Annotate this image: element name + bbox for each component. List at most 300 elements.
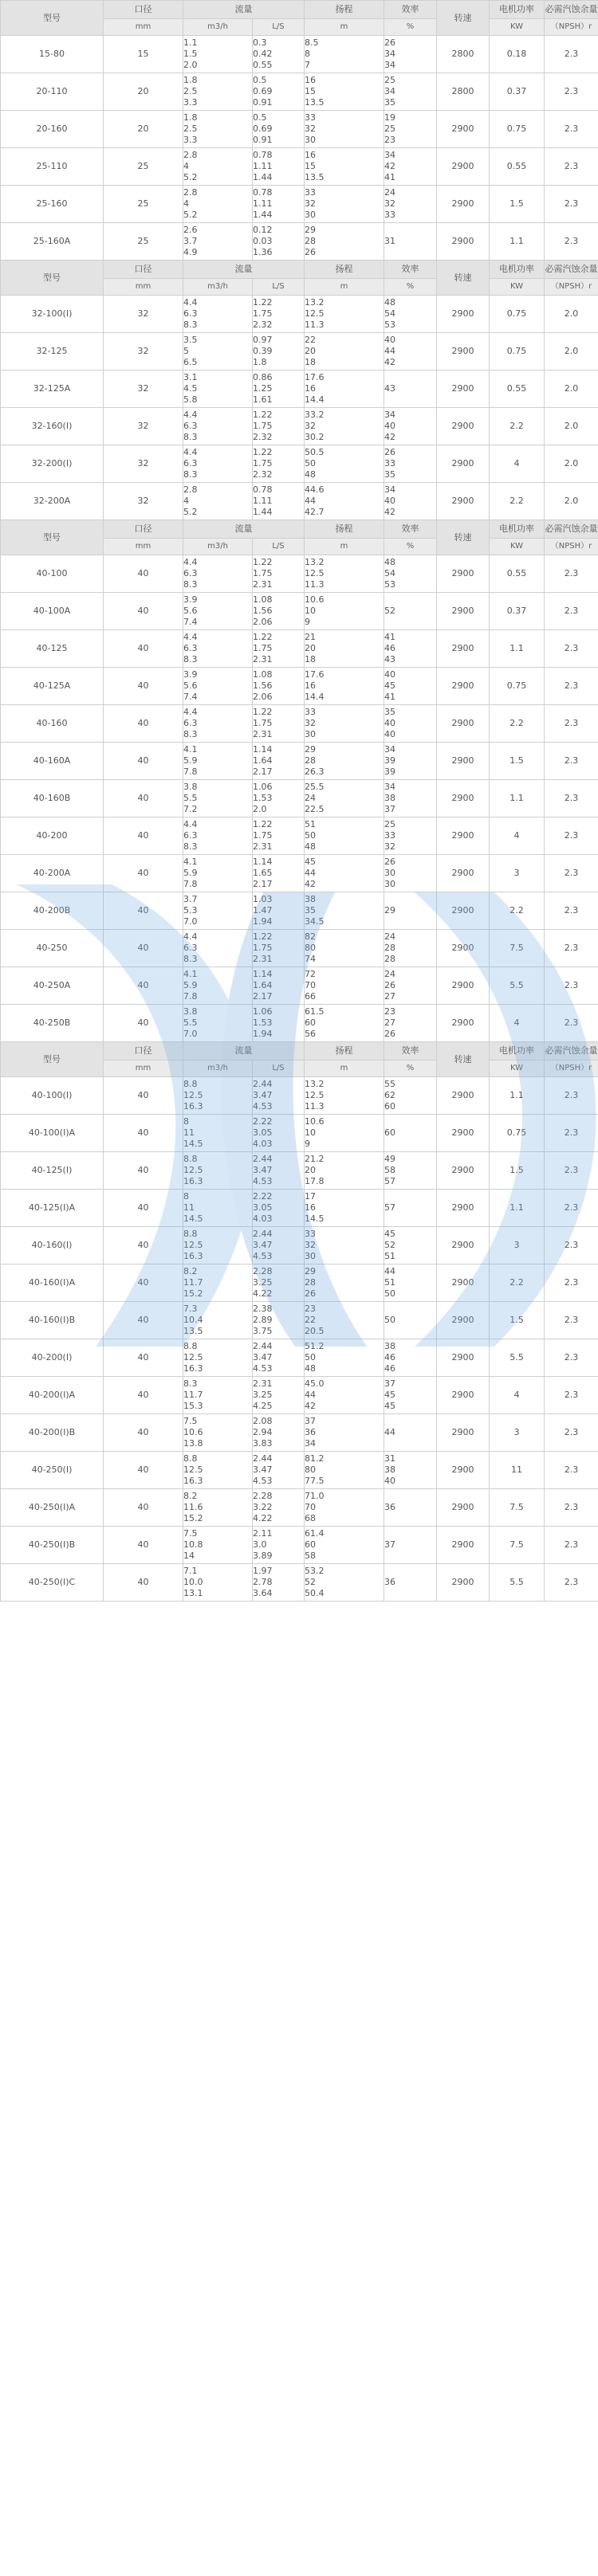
value-line: 14.4 [305, 692, 325, 702]
value-line: 16.3 [183, 1176, 203, 1186]
unit-flow-m3h: m3/h [183, 19, 253, 36]
value-line: 4.1 [183, 744, 198, 755]
value-line: 17 [305, 1191, 316, 1202]
diameter-cell: 40 [104, 705, 183, 743]
value-line: 8.3 [183, 841, 198, 852]
flow-ls-cell [253, 1190, 305, 1227]
value-line: 1.97 [253, 1566, 273, 1576]
efficiency-cell [384, 36, 437, 73]
header-speed: 转速 [437, 1, 490, 36]
value-line: 18 [305, 654, 316, 665]
value-line: 1.56 [253, 680, 273, 691]
flow-m3h-cell [183, 1115, 253, 1152]
npsh-cell: 2.0 [545, 371, 598, 408]
npsh-cell: 2.3 [545, 1527, 598, 1564]
value-line: 0.97 [253, 335, 273, 345]
npsh-cell: 2.3 [545, 1005, 598, 1042]
value-line: 53.2 [305, 1566, 325, 1576]
model-cell: 40-250(I)B [1, 1527, 104, 1564]
value-line: 53 [384, 320, 395, 330]
value-line: 1.64 [253, 980, 273, 990]
power-cell: 3 [490, 1414, 545, 1452]
speed-cell: 2900 [437, 296, 490, 333]
flow-ls-cell [253, 296, 305, 333]
value-line: 7.5 [183, 1528, 198, 1539]
diameter-cell: 40 [104, 1227, 183, 1264]
value-line: 1.11 [253, 198, 273, 209]
value-line: 68 [305, 1513, 316, 1523]
value-line: 3.05 [253, 1202, 273, 1213]
value-line: 49 [384, 1154, 395, 1164]
head-cell [305, 892, 384, 930]
npsh-cell: 2.0 [545, 408, 598, 445]
value-line: 1.1 [183, 37, 198, 48]
diameter-cell: 40 [104, 1005, 183, 1042]
value-line: 6.5 [183, 357, 198, 367]
model-cell: 40-250 [1, 930, 104, 967]
power-cell: 1.1 [490, 630, 545, 668]
value-line: 2.28 [253, 1491, 273, 1501]
power-cell: 1.1 [490, 223, 545, 261]
diameter-cell: 32 [104, 371, 183, 408]
speed-cell: 2900 [437, 1339, 490, 1377]
flow-ls-cell [253, 705, 305, 743]
diameter-cell: 40 [104, 1190, 183, 1227]
table-row [1, 73, 598, 111]
value-line: 2.11 [253, 1528, 273, 1539]
value-line: 30 [305, 1251, 316, 1261]
npsh-cell: 2.3 [545, 1564, 598, 1602]
value-line: 2.28 [253, 1266, 273, 1276]
value-line: 56 [305, 1029, 316, 1039]
value-line: 8.3 [183, 1378, 198, 1389]
value-line: 3.47 [253, 1464, 273, 1475]
value-line: 7.0 [183, 1029, 198, 1039]
table-row [1, 1489, 598, 1527]
value-line: 1.5 [183, 49, 198, 59]
efficiency-cell [384, 186, 437, 223]
value-line: 2.31 [253, 729, 273, 739]
model-cell: 40-160 [1, 705, 104, 743]
value-line: 4.4 [183, 447, 198, 457]
value-line: 2.44 [253, 1341, 273, 1351]
efficiency-cell [384, 1190, 437, 1227]
header-npsh: 必需汽蚀余量 [545, 520, 598, 539]
table-row [1, 593, 598, 630]
value-line: 0.39 [253, 346, 273, 356]
flow-ls-cell [253, 593, 305, 630]
value-line: 45 [384, 1390, 395, 1400]
diameter-cell: 25 [104, 186, 183, 223]
value-line: 55 [384, 1079, 395, 1089]
head-cell [305, 73, 384, 111]
efficiency-cell [384, 967, 437, 1005]
speed-cell: 2900 [437, 223, 490, 261]
power-cell: 7.5 [490, 1489, 545, 1527]
value-line: 51 [384, 1251, 395, 1261]
value-line: 2.38 [253, 1304, 273, 1314]
table-row [1, 186, 598, 223]
value-line: 24 [384, 931, 395, 942]
value-line: 6.3 [183, 568, 198, 578]
value-line: 26.3 [305, 767, 325, 777]
value-line: 33 [384, 210, 395, 220]
value-line: 3.7 [183, 894, 198, 904]
value-line: 2.8 [183, 187, 198, 198]
value-line: 3.22 [253, 1502, 273, 1512]
flow-ls-cell [253, 1264, 305, 1302]
speed-cell: 2900 [437, 408, 490, 445]
efficiency-cell [384, 1527, 437, 1564]
power-cell: 1.5 [490, 1302, 545, 1339]
unit-flow-m3h: m3/h [183, 1061, 253, 1077]
value-line: 2.31 [253, 1378, 273, 1389]
flow-ls-cell [253, 1005, 305, 1042]
speed-cell: 2800 [437, 73, 490, 111]
value-line: 8.5 [305, 37, 319, 48]
value-line: 0.55 [253, 60, 273, 70]
value-line: 45 [305, 857, 316, 867]
npsh-cell: 2.3 [545, 1302, 598, 1339]
value-line: 25 [384, 819, 395, 829]
value-line: 81.2 [305, 1453, 325, 1464]
value-line: 2.5 [183, 124, 198, 134]
value-line: 1.75 [253, 421, 273, 431]
speed-cell: 2900 [437, 148, 490, 186]
flow-ls-cell [253, 1302, 305, 1339]
value-line: 57 [384, 1202, 395, 1213]
flow-ls-cell [253, 630, 305, 668]
value-line: 0.42 [253, 49, 273, 59]
header-diameter: 口径 [104, 520, 183, 539]
flow-ls-cell [253, 930, 305, 967]
value-line: 9 [305, 617, 310, 627]
diameter-cell: 40 [104, 1115, 183, 1152]
value-line: 13.8 [183, 1438, 203, 1449]
value-line: 7.4 [183, 617, 198, 627]
value-line: 15 [305, 161, 316, 171]
value-line: 26 [384, 980, 395, 990]
value-line: 42 [384, 161, 395, 171]
head-cell [305, 1152, 384, 1190]
value-line: 24 [305, 793, 316, 803]
value-line: 2.06 [253, 692, 273, 702]
value-line: 7.8 [183, 991, 198, 1002]
flow-ls-cell [253, 73, 305, 111]
value-line: 1.56 [253, 606, 273, 616]
flow-m3h-cell [183, 1227, 253, 1264]
value-line: 24 [384, 969, 395, 979]
flow-m3h-cell [183, 743, 253, 780]
head-cell [305, 483, 384, 520]
efficiency-cell [384, 705, 437, 743]
flow-m3h-cell [183, 1302, 253, 1339]
value-line: 6.3 [183, 830, 198, 841]
model-cell: 40-200A [1, 855, 104, 892]
value-line: 32 [384, 198, 395, 209]
value-line: 28 [305, 1277, 316, 1288]
flow-m3h-cell [183, 36, 253, 73]
model-cell: 15-80 [1, 36, 104, 73]
value-line: 1.94 [253, 916, 273, 927]
head-cell [305, 930, 384, 967]
value-line: 8.3 [183, 954, 198, 964]
value-line: 45 [384, 1401, 395, 1411]
head-cell [305, 593, 384, 630]
value-line: 4.1 [183, 969, 198, 979]
value-line: 1.06 [253, 1006, 273, 1017]
efficiency-cell [384, 1302, 437, 1339]
efficiency-cell [384, 1339, 437, 1377]
value-line: 2.44 [253, 1229, 273, 1239]
diameter-cell: 40 [104, 1077, 183, 1115]
value-line: 3.47 [253, 1165, 273, 1175]
value-line: 10 [305, 606, 316, 616]
value-line: 30 [384, 868, 395, 878]
header-efficiency: 效率 [384, 1, 437, 19]
header-speed: 转速 [437, 520, 490, 555]
value-line: 41 [384, 632, 395, 642]
value-line: 29 [305, 1266, 316, 1276]
efficiency-cell [384, 668, 437, 705]
value-line: 14.5 [183, 1214, 203, 1224]
value-line: 7.4 [183, 692, 198, 702]
value-line: 10.6 [183, 1427, 203, 1437]
value-line: 5 [183, 346, 189, 356]
flow-m3h-cell [183, 892, 253, 930]
efficiency-cell [384, 1564, 437, 1602]
value-line: 2.31 [253, 841, 273, 852]
flow-ls-cell [253, 1152, 305, 1190]
value-line: 10.6 [305, 1116, 325, 1127]
value-line: 17.8 [305, 1176, 325, 1186]
npsh-cell: 2.3 [545, 668, 598, 705]
flow-m3h-cell [183, 111, 253, 148]
speed-cell: 2900 [437, 668, 490, 705]
value-line: 41 [384, 692, 395, 702]
header-head: 扬程 [305, 1, 384, 19]
header-model: 型号 [1, 1, 104, 36]
value-line: 3.5 [183, 335, 198, 345]
model-cell: 40-160A [1, 743, 104, 780]
power-cell: 0.75 [490, 333, 545, 371]
unit-flow-m3h: m3/h [183, 279, 253, 296]
diameter-cell: 32 [104, 483, 183, 520]
value-line: 4.22 [253, 1288, 273, 1299]
value-line: 20 [305, 346, 316, 356]
value-line: 35 [305, 905, 316, 916]
value-line: 46 [384, 1363, 395, 1374]
value-line: 2.31 [253, 579, 273, 590]
model-cell: 40-250B [1, 1005, 104, 1042]
value-line: 11.3 [305, 579, 325, 590]
diameter-cell: 40 [104, 1264, 183, 1302]
model-cell: 20-110 [1, 73, 104, 111]
value-line: 26 [305, 247, 316, 257]
diameter-cell: 40 [104, 855, 183, 892]
value-line: 2.17 [253, 991, 273, 1002]
power-cell: 0.75 [490, 296, 545, 333]
npsh-cell: 2.3 [545, 73, 598, 111]
unit-diameter: mm [104, 539, 183, 555]
unit-flow-ls: L/S [253, 539, 305, 555]
value-line: 4.53 [253, 1101, 273, 1112]
value-line: 5.3 [183, 905, 198, 916]
value-line: 1.75 [253, 830, 273, 841]
npsh-cell: 2.3 [545, 148, 598, 186]
value-line: 8 [183, 1191, 189, 1202]
value-line: 7.2 [183, 804, 198, 814]
value-line: 2.0 [253, 804, 267, 814]
diameter-cell: 40 [104, 930, 183, 967]
value-line: 60 [305, 1539, 316, 1550]
head-cell [305, 1264, 384, 1302]
value-line: 1.14 [253, 969, 273, 979]
model-cell: 40-200(I) [1, 1339, 104, 1377]
value-line: 52 [305, 1577, 316, 1587]
model-cell: 40-200(I)B [1, 1414, 104, 1452]
head-cell [305, 1227, 384, 1264]
header-diameter: 口径 [104, 1042, 183, 1061]
value-line: 13.1 [183, 1588, 203, 1598]
table-row [1, 296, 598, 333]
flow-m3h-cell [183, 1264, 253, 1302]
value-line: 34 [384, 782, 395, 792]
value-line: 45.0 [305, 1378, 325, 1389]
efficiency-cell [384, 1227, 437, 1264]
value-line: 17.6 [305, 372, 325, 382]
diameter-cell: 40 [104, 892, 183, 930]
power-cell: 0.75 [490, 1115, 545, 1152]
value-line: 11 [183, 1127, 195, 1138]
power-cell: 7.5 [490, 930, 545, 967]
flow-ls-cell [253, 111, 305, 148]
value-line: 4.4 [183, 557, 198, 567]
value-line: 37 [384, 804, 395, 814]
npsh-cell: 2.3 [545, 930, 598, 967]
value-line: 32 [305, 124, 316, 134]
head-cell [305, 1414, 384, 1452]
value-line: 17.6 [305, 669, 325, 680]
speed-cell: 2900 [437, 1115, 490, 1152]
head-cell [305, 333, 384, 371]
value-line: 74 [305, 954, 316, 964]
header-efficiency: 效率 [384, 1042, 437, 1061]
power-cell: 2.2 [490, 1264, 545, 1302]
efficiency-cell [384, 1377, 437, 1414]
value-line: 48 [305, 469, 316, 480]
flow-m3h-cell [183, 408, 253, 445]
value-line: 5.6 [183, 606, 198, 616]
value-line: 14.5 [305, 1214, 325, 1224]
npsh-cell: 2.3 [545, 1227, 598, 1264]
value-line: 2.31 [253, 954, 273, 964]
unit-flow-ls: L/S [253, 19, 305, 36]
model-cell: 32-200(I) [1, 445, 104, 483]
value-line: 32 [384, 841, 395, 852]
efficiency-cell [384, 1005, 437, 1042]
npsh-cell: 2.0 [545, 333, 598, 371]
value-line: 14.5 [183, 1139, 203, 1149]
value-line: 33 [305, 707, 316, 717]
efficiency-cell [384, 296, 437, 333]
table-row [1, 333, 598, 371]
diameter-cell: 40 [104, 630, 183, 668]
diameter-cell: 20 [104, 111, 183, 148]
value-line: 20.5 [305, 1326, 325, 1336]
flow-m3h-cell [183, 967, 253, 1005]
value-line: 3.1 [183, 372, 198, 382]
head-cell [305, 1527, 384, 1564]
head-cell [305, 1077, 384, 1115]
value-line: 1.22 [253, 447, 273, 457]
value-line: 0.03 [253, 236, 273, 246]
value-line: 42 [305, 1401, 316, 1411]
value-line: 48 [384, 297, 395, 308]
unit-power: KW [490, 279, 545, 296]
model-cell: 40-125(I)A [1, 1190, 104, 1227]
flow-m3h-cell [183, 668, 253, 705]
flow-ls-cell [253, 780, 305, 817]
efficiency-cell [384, 1264, 437, 1302]
header-model: 型号 [1, 1042, 104, 1077]
value-line: 36 [305, 1427, 316, 1437]
power-cell: 1.5 [490, 186, 545, 223]
table-row [1, 111, 598, 148]
efficiency-cell [384, 1489, 437, 1527]
speed-cell: 2900 [437, 1152, 490, 1190]
power-cell: 4 [490, 445, 545, 483]
value-line: 6.3 [183, 643, 198, 653]
value-line: 1.14 [253, 744, 273, 755]
value-line: 52 [384, 1240, 395, 1250]
table-row [1, 371, 598, 408]
value-line: 23 [305, 1304, 316, 1314]
value-line: 0.78 [253, 484, 273, 495]
table-row [1, 1227, 598, 1264]
table-row [1, 1264, 598, 1302]
flow-m3h-cell [183, 555, 253, 593]
header-power: 电机功率 [490, 261, 545, 279]
header-model: 型号 [1, 261, 104, 296]
table-row [1, 668, 598, 705]
value-line: 32 [305, 718, 316, 728]
flow-m3h-cell [183, 593, 253, 630]
power-cell: 2.2 [490, 408, 545, 445]
model-cell: 40-100 [1, 555, 104, 593]
value-line: 1.11 [253, 496, 273, 506]
value-line: 21.2 [305, 1154, 325, 1164]
value-line: 15 [305, 86, 316, 96]
header-speed: 转速 [437, 1042, 490, 1077]
value-line: 38 [384, 1464, 395, 1475]
value-line: 2.31 [253, 654, 273, 665]
value-line: 2.89 [253, 1315, 273, 1325]
spec-table-body [1, 1, 598, 1602]
npsh-cell: 2.3 [545, 186, 598, 223]
value-line: 70 [305, 980, 316, 990]
model-cell: 40-125 [1, 630, 104, 668]
npsh-cell: 2.3 [545, 780, 598, 817]
efficiency-cell [384, 111, 437, 148]
value-line: 2.17 [253, 767, 273, 777]
value-line: 60 [305, 1017, 316, 1028]
value-line: 1.44 [253, 210, 273, 220]
power-cell: 0.55 [490, 555, 545, 593]
value-line: 2.5 [183, 86, 198, 96]
power-cell: 2.2 [490, 892, 545, 930]
table-row [1, 780, 598, 817]
